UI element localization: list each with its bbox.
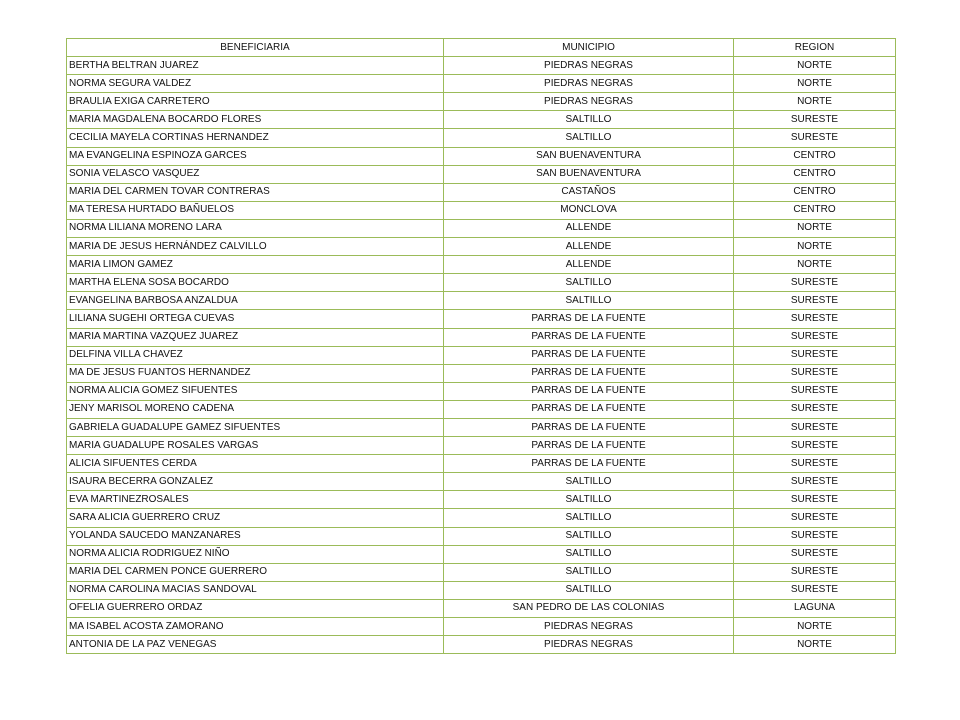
table-row — [67, 509, 896, 527]
cell-region: SURESTE — [734, 473, 896, 491]
table-row — [67, 491, 896, 509]
cell-municipio: ALLENDE — [444, 238, 734, 256]
cell-region: SURESTE — [734, 545, 896, 563]
cell-beneficiaria: NORMA SEGURA VALDEZ — [67, 75, 444, 93]
cell-region: SURESTE — [734, 509, 896, 527]
cell-beneficiaria: MARIA MARTINA VAZQUEZ JUAREZ — [67, 328, 444, 346]
cell-municipio: ALLENDE — [444, 219, 734, 237]
header-region: REGION — [734, 39, 896, 57]
cell-beneficiaria: MA ISABEL ACOSTA ZAMORANO — [67, 618, 444, 636]
cell-beneficiaria: EVA MARTINEZROSALES — [67, 491, 444, 509]
cell-beneficiaria: SARA ALICIA GUERRERO CRUZ — [67, 509, 444, 527]
cell-municipio: PARRAS DE LA FUENTE — [444, 346, 734, 364]
table-row — [67, 328, 896, 346]
cell-beneficiaria: ANTONIA DE LA PAZ VENEGAS — [67, 636, 444, 654]
cell-region: NORTE — [734, 57, 896, 75]
table-row — [67, 183, 896, 201]
cell-region: SURESTE — [734, 400, 896, 418]
table-row — [67, 437, 896, 455]
cell-beneficiaria: BERTHA BELTRAN JUAREZ — [67, 57, 444, 75]
cell-beneficiaria: LILIANA SUGEHI ORTEGA CUEVAS — [67, 310, 444, 328]
cell-region: SURESTE — [734, 437, 896, 455]
cell-municipio: SAN BUENAVENTURA — [444, 147, 734, 165]
cell-municipio: ALLENDE — [444, 256, 734, 274]
cell-municipio: MONCLOVA — [444, 201, 734, 219]
cell-municipio: PIEDRAS NEGRAS — [444, 618, 734, 636]
cell-region: SURESTE — [734, 418, 896, 436]
header-row — [67, 39, 896, 57]
table-row — [67, 473, 896, 491]
cell-beneficiaria: NORMA LILIANA MORENO LARA — [67, 219, 444, 237]
table-row — [67, 93, 896, 111]
cell-region: NORTE — [734, 219, 896, 237]
cell-municipio: SALTILLO — [444, 509, 734, 527]
table-row — [67, 57, 896, 75]
cell-region: SURESTE — [734, 527, 896, 545]
cell-region: CENTRO — [734, 183, 896, 201]
cell-region: SURESTE — [734, 581, 896, 599]
table-row — [67, 545, 896, 563]
cell-region: SURESTE — [734, 111, 896, 129]
cell-beneficiaria: CECILIA MAYELA CORTINAS HERNANDEZ — [67, 129, 444, 147]
cell-municipio: SALTILLO — [444, 473, 734, 491]
cell-beneficiaria: NORMA ALICIA RODRIGUEZ NIÑO — [67, 545, 444, 563]
cell-region: SURESTE — [734, 455, 896, 473]
cell-region: SURESTE — [734, 129, 896, 147]
cell-municipio: SALTILLO — [444, 292, 734, 310]
header-municipio: MUNICIPIO — [444, 39, 734, 57]
table-body — [67, 57, 896, 654]
cell-municipio: PARRAS DE LA FUENTE — [444, 328, 734, 346]
cell-beneficiaria: MARIA LIMON GAMEZ — [67, 256, 444, 274]
cell-region: LAGUNA — [734, 599, 896, 617]
cell-beneficiaria: MA EVANGELINA ESPINOZA GARCES — [67, 147, 444, 165]
cell-beneficiaria: NORMA CAROLINA MACIAS SANDOVAL — [67, 581, 444, 599]
cell-municipio: PARRAS DE LA FUENTE — [444, 455, 734, 473]
cell-municipio: PIEDRAS NEGRAS — [444, 636, 734, 654]
cell-municipio: SALTILLO — [444, 545, 734, 563]
cell-municipio: SALTILLO — [444, 491, 734, 509]
cell-beneficiaria: MARIA DEL CARMEN PONCE GUERRERO — [67, 563, 444, 581]
table-row — [67, 563, 896, 581]
cell-region: CENTRO — [734, 201, 896, 219]
table-row — [67, 75, 896, 93]
cell-municipio: PARRAS DE LA FUENTE — [444, 437, 734, 455]
header-beneficiaria: BENEFICIARIA — [67, 39, 444, 57]
cell-municipio: SALTILLO — [444, 563, 734, 581]
cell-municipio: PIEDRAS NEGRAS — [444, 57, 734, 75]
cell-beneficiaria: MARIA DE JESUS HERNÁNDEZ CALVILLO — [67, 238, 444, 256]
table-row — [67, 618, 896, 636]
cell-municipio: PIEDRAS NEGRAS — [444, 75, 734, 93]
table-row — [67, 636, 896, 654]
cell-region: SURESTE — [734, 346, 896, 364]
table-row — [67, 147, 896, 165]
cell-municipio: SALTILLO — [444, 111, 734, 129]
cell-beneficiaria: MARIA DEL CARMEN TOVAR CONTRERAS — [67, 183, 444, 201]
cell-municipio: SALTILLO — [444, 274, 734, 292]
cell-region: CENTRO — [734, 165, 896, 183]
cell-beneficiaria: EVANGELINA BARBOSA ANZALDUA — [67, 292, 444, 310]
cell-region: NORTE — [734, 636, 896, 654]
cell-region: SURESTE — [734, 382, 896, 400]
cell-beneficiaria: SONIA VELASCO VASQUEZ — [67, 165, 444, 183]
cell-region: NORTE — [734, 75, 896, 93]
cell-beneficiaria: GABRIELA GUADALUPE GAMEZ SIFUENTES — [67, 418, 444, 436]
cell-region: NORTE — [734, 238, 896, 256]
cell-region: NORTE — [734, 256, 896, 274]
table-row — [67, 527, 896, 545]
cell-beneficiaria: MARIA MAGDALENA BOCARDO FLORES — [67, 111, 444, 129]
cell-region: NORTE — [734, 618, 896, 636]
cell-municipio: PIEDRAS NEGRAS — [444, 93, 734, 111]
cell-region: SURESTE — [734, 491, 896, 509]
table-row — [67, 238, 896, 256]
cell-municipio: PARRAS DE LA FUENTE — [444, 400, 734, 418]
cell-region: SURESTE — [734, 364, 896, 382]
cell-beneficiaria: JENY MARISOL MORENO CADENA — [67, 400, 444, 418]
cell-beneficiaria: OFELIA GUERRERO ORDAZ — [67, 599, 444, 617]
cell-region: CENTRO — [734, 147, 896, 165]
table-row — [67, 400, 896, 418]
cell-municipio: CASTAÑOS — [444, 183, 734, 201]
cell-beneficiaria: MA DE JESUS FUANTOS HERNANDEZ — [67, 364, 444, 382]
table-row — [67, 219, 896, 237]
table-row — [67, 129, 896, 147]
table-row — [67, 111, 896, 129]
cell-region: SURESTE — [734, 292, 896, 310]
cell-municipio: PARRAS DE LA FUENTE — [444, 364, 734, 382]
table-row — [67, 346, 896, 364]
cell-beneficiaria: BRAULIA EXIGA CARRETERO — [67, 93, 444, 111]
table-row — [67, 165, 896, 183]
table-row — [67, 201, 896, 219]
cell-beneficiaria: YOLANDA SAUCEDO MANZANARES — [67, 527, 444, 545]
table-row — [67, 310, 896, 328]
cell-municipio: SAN PEDRO DE LAS COLONIAS — [444, 599, 734, 617]
cell-region: SURESTE — [734, 563, 896, 581]
table-row — [67, 599, 896, 617]
cell-beneficiaria: NORMA ALICIA GOMEZ SIFUENTES — [67, 382, 444, 400]
cell-region: SURESTE — [734, 310, 896, 328]
cell-beneficiaria: DELFINA VILLA CHAVEZ — [67, 346, 444, 364]
cell-municipio: SAN BUENAVENTURA — [444, 165, 734, 183]
table-row — [67, 382, 896, 400]
cell-region: SURESTE — [734, 328, 896, 346]
cell-beneficiaria: ALICIA SIFUENTES CERDA — [67, 455, 444, 473]
cell-region: SURESTE — [734, 274, 896, 292]
cell-beneficiaria: MARTHA ELENA SOSA BOCARDO — [67, 274, 444, 292]
cell-region: NORTE — [734, 93, 896, 111]
cell-municipio: PARRAS DE LA FUENTE — [444, 382, 734, 400]
table-row — [67, 274, 896, 292]
table-row — [67, 455, 896, 473]
cell-municipio: PARRAS DE LA FUENTE — [444, 310, 734, 328]
table-row — [67, 364, 896, 382]
cell-municipio: SALTILLO — [444, 527, 734, 545]
cell-municipio: SALTILLO — [444, 129, 734, 147]
cell-beneficiaria: MA TERESA HURTADO BAÑUELOS — [67, 201, 444, 219]
table-row — [67, 581, 896, 599]
table-row — [67, 256, 896, 274]
table-row — [67, 418, 896, 436]
beneficiary-table — [66, 38, 896, 654]
cell-beneficiaria: ISAURA BECERRA GONZALEZ — [67, 473, 444, 491]
table-row — [67, 292, 896, 310]
cell-municipio: SALTILLO — [444, 581, 734, 599]
cell-beneficiaria: MARIA GUADALUPE ROSALES VARGAS — [67, 437, 444, 455]
cell-municipio: PARRAS DE LA FUENTE — [444, 418, 734, 436]
